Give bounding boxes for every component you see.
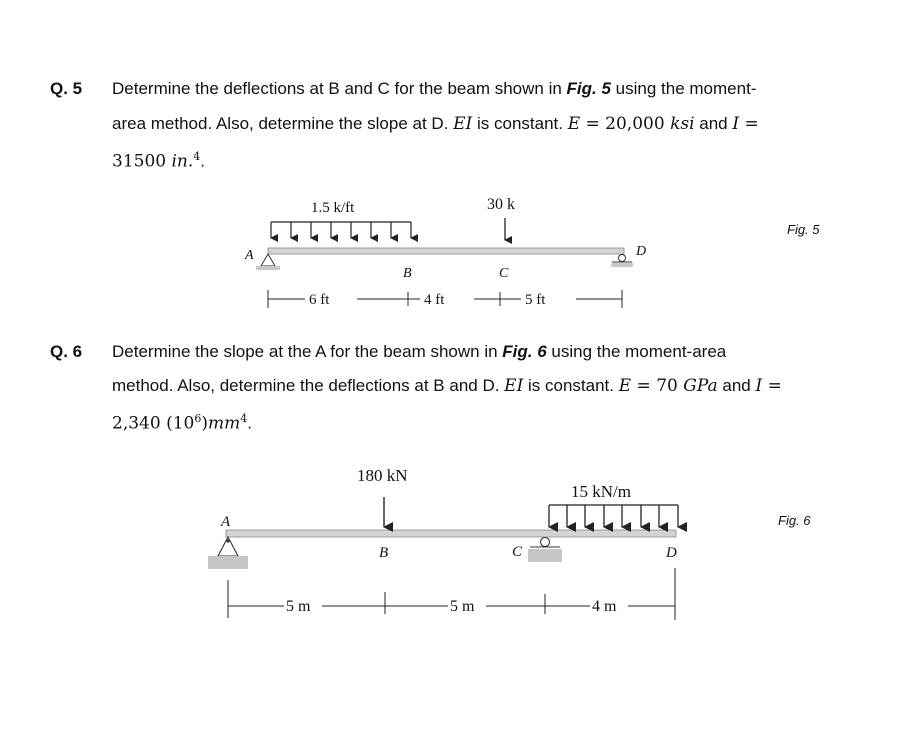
fig6-beam (226, 530, 676, 537)
fig6-point-D: D (666, 545, 677, 561)
q5-E-symbol: E (567, 114, 581, 134)
fig5-point-A: A (245, 248, 254, 263)
q6-line1-end: using the moment-area (546, 342, 727, 361)
q6-EI: EI (504, 376, 524, 396)
q5-I-symbol: I (732, 114, 740, 134)
fig6-point-B: B (379, 545, 389, 561)
fig6-point-A: A (221, 514, 231, 530)
q5-E-unit: ksi (670, 114, 695, 134)
q6-E-symbol: E (618, 376, 632, 396)
q5-line1-text: Determine the deflections at B and C for the beam shown in (112, 79, 567, 98)
fig5-point-B: B (403, 266, 412, 281)
fig6-point-load-label: 180 kN (357, 466, 408, 485)
q6-I-eq: = (762, 376, 782, 396)
fig6-roller-support (528, 538, 562, 563)
q5-I-exponent: 4 (193, 150, 201, 163)
fig5-point-load-label: 30 k (487, 196, 515, 213)
q6-E-value: = 70 (631, 376, 684, 396)
fig6-dim-3: 4 m (592, 598, 617, 615)
q6-I-power: 6 (194, 412, 202, 425)
fig6-pin-support (208, 537, 248, 569)
q5-fig-ref: Fig. 5 (566, 79, 611, 98)
q5-line2-text: area method. Also, determine the slope at D. (112, 114, 454, 133)
q5-line2-mid: is constant. (472, 114, 568, 133)
q5-number: Q. 5 (50, 79, 83, 98)
q5-and: and (694, 114, 733, 133)
fig6-dist-load-label: 15 kN/m (571, 482, 631, 501)
fig5-point-C: C (499, 266, 509, 281)
q6-I-exponent: 4 (240, 412, 248, 425)
fig6-dim-1: 5 m (286, 598, 311, 615)
fig6-dim-2: 5 m (450, 598, 475, 615)
q6-E-unit: GPa (683, 376, 718, 396)
fig5-dim-2: 4 ft (424, 292, 445, 308)
fig5-dist-load-label: 1.5 k/ft (311, 200, 355, 216)
q6-I-unit: mm (207, 413, 241, 434)
fig6-point-C: C (512, 544, 523, 560)
fig5-point-D: D (636, 244, 647, 259)
q5-I-value: 31500 (112, 151, 172, 172)
q6-line2-text: method. Also, determine the deflections at B and D. (112, 376, 505, 395)
q6-I-close: ) (201, 413, 208, 434)
q5-E-value: = 20,000 (580, 114, 671, 134)
q5-EI: EI (453, 114, 473, 134)
q6-I-end: . (247, 413, 252, 433)
q6-number: Q. 6 (50, 342, 83, 361)
q6-I-value: 2,340 (10 (112, 413, 195, 434)
q5-line1-end: using the moment- (610, 79, 757, 98)
q5-I-end: . (200, 151, 206, 171)
fig5-dim-1: 6 ft (309, 292, 330, 308)
fig5-caption: Fig. 5 (787, 222, 820, 237)
q6-I-symbol: I (755, 376, 763, 396)
q6-line2-mid: is constant. (523, 376, 619, 395)
q6-fig-ref: Fig. 6 (502, 342, 547, 361)
fig6-distributed-load (549, 505, 678, 527)
fig5-dim-3: 5 ft (525, 292, 546, 308)
q6-and: and (717, 376, 756, 395)
q6-line1-text: Determine the slope at the A for the beam shown in (112, 342, 503, 361)
q5-I-unit: in. (171, 151, 194, 172)
fig6-caption: Fig. 6 (778, 513, 811, 528)
q5-I-eq: = (739, 114, 759, 134)
